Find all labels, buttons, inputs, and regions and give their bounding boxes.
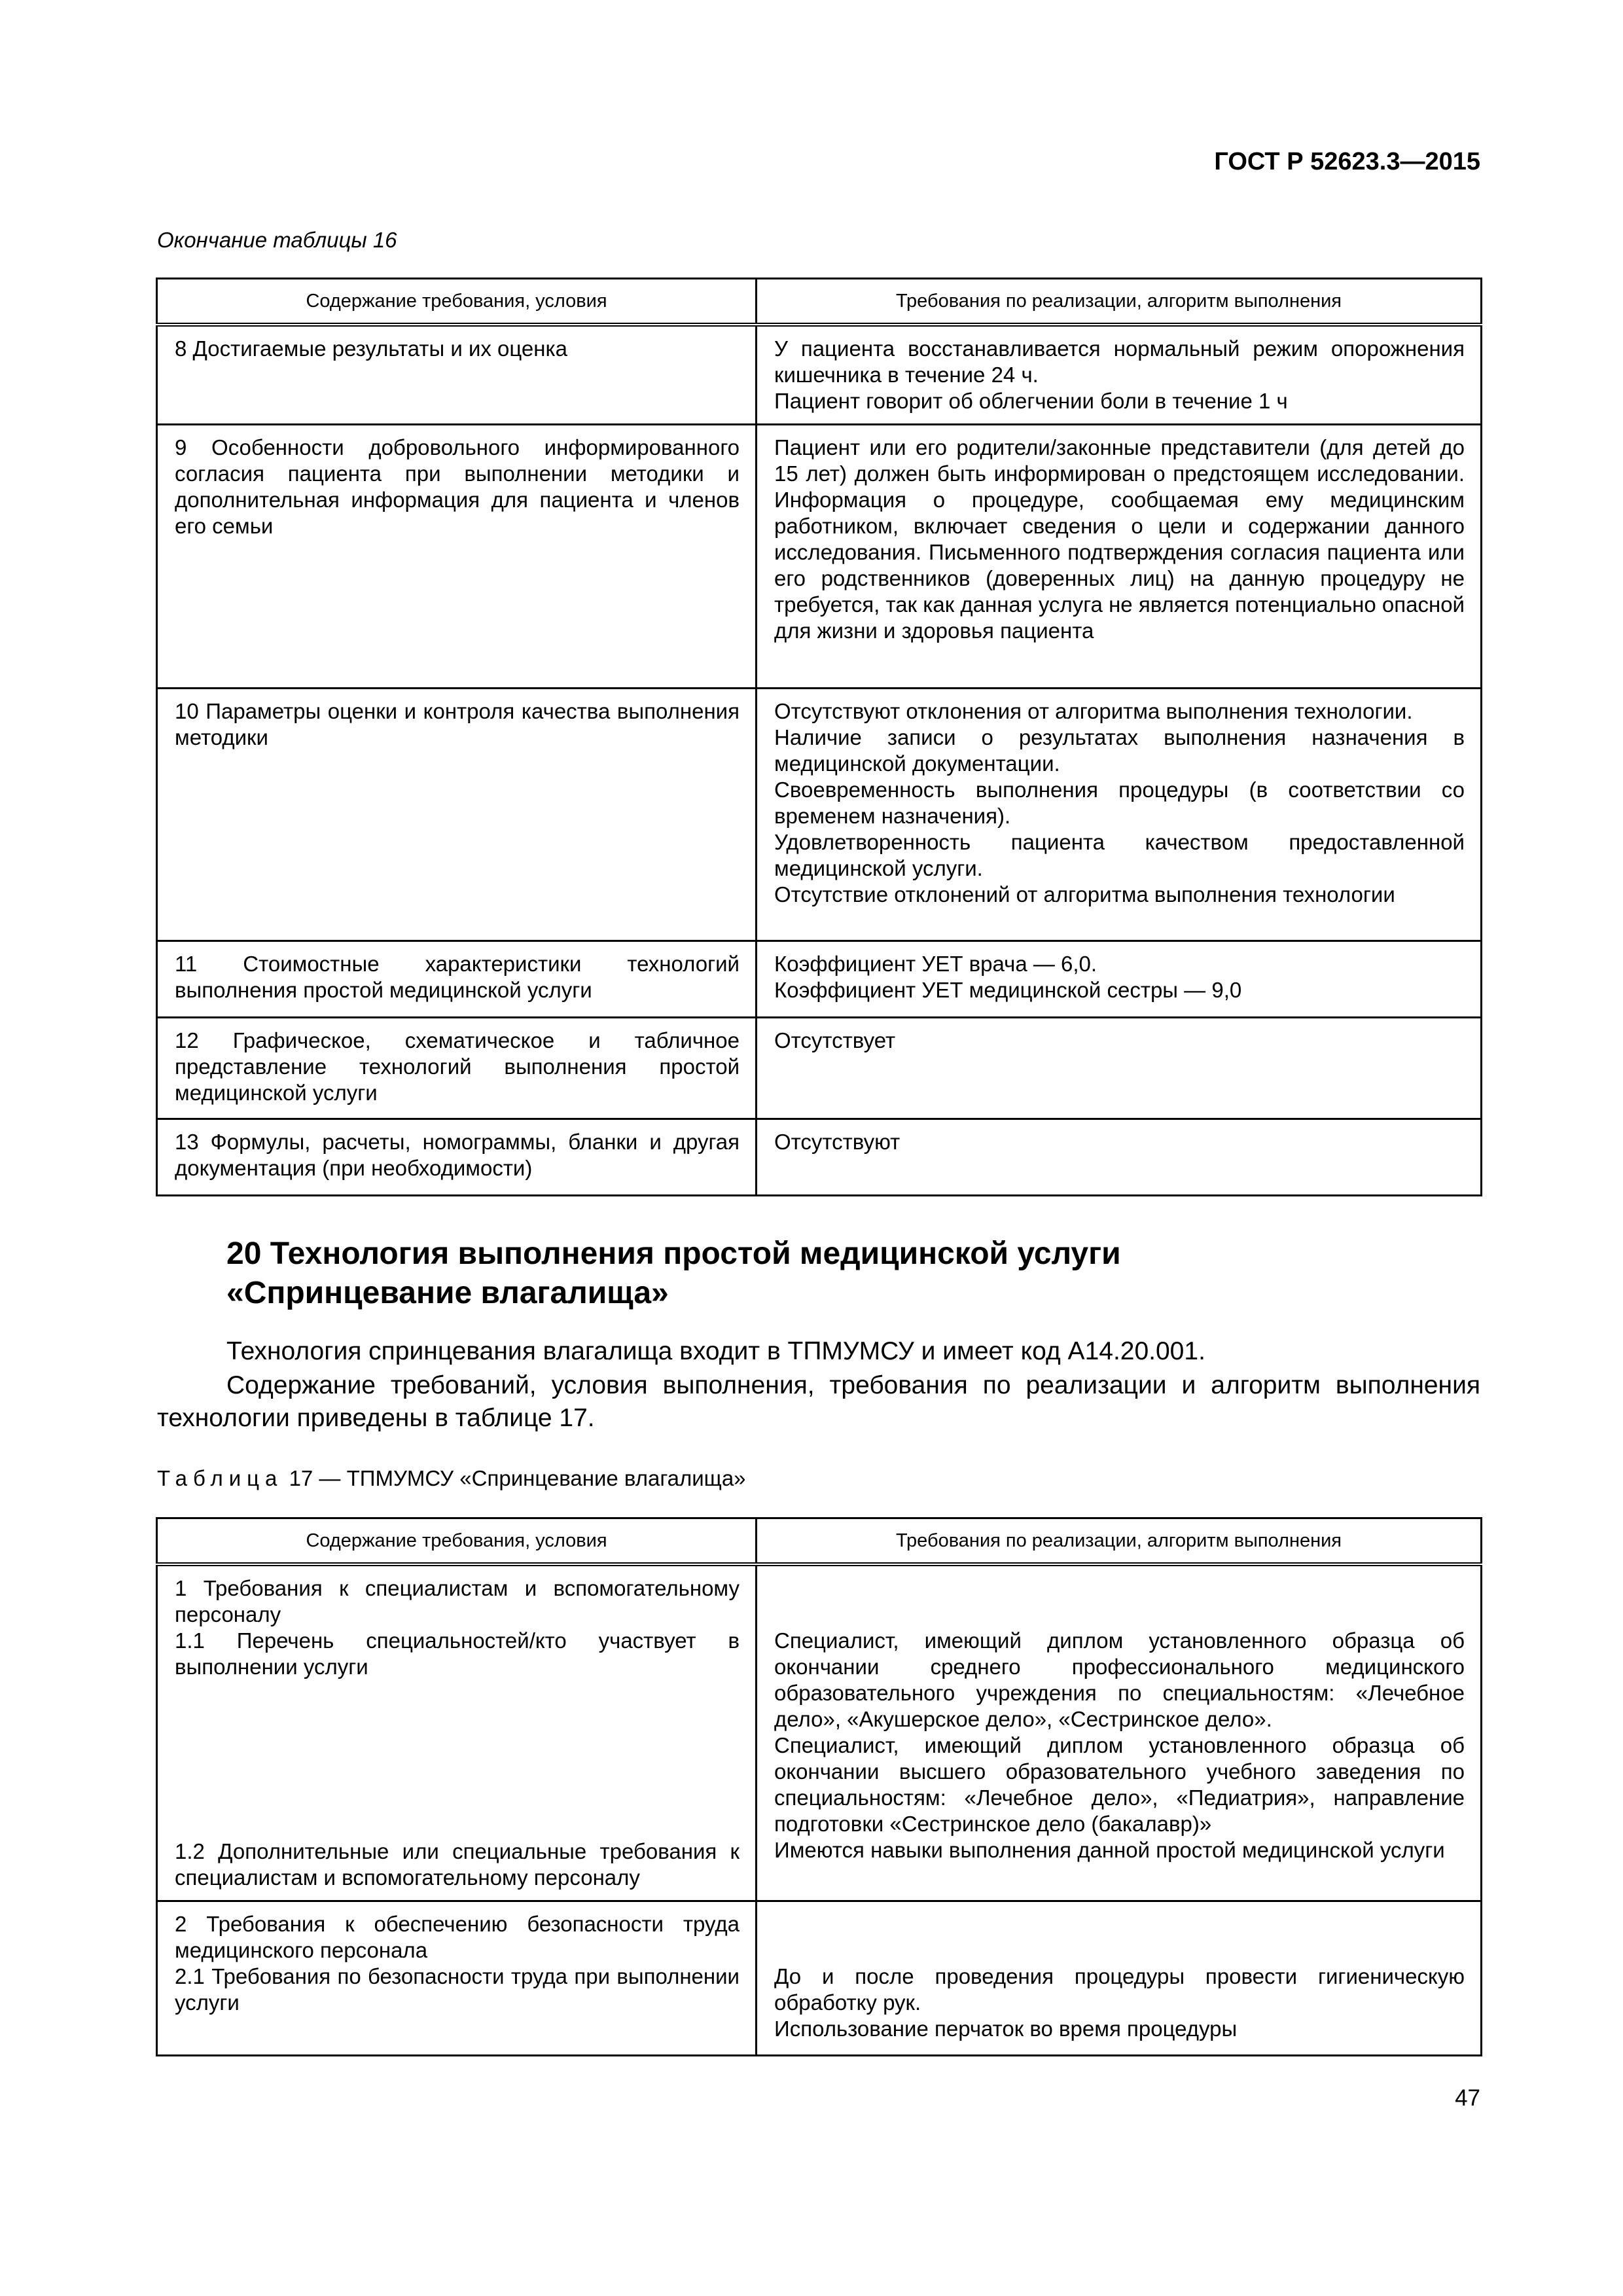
row-implementation-cell: [757, 1901, 1482, 2055]
row-requirement-cell: 12 Графическое, схематическое и табличное представление технологий выполнения простой медицинской услуги: [157, 1018, 757, 1119]
row-implementation-cell: [757, 1018, 1482, 1119]
implementation-line: Удовлетворенность пациента качеством предоставленной медицинской услуги.: [774, 830, 1465, 880]
implementation-line: Отсутствуют: [774, 1130, 901, 1154]
table-17-caption: [157, 1466, 746, 1491]
implementation-line: Отсутствует: [774, 1028, 896, 1052]
row-implementation-cell: [757, 941, 1482, 1018]
row-requirement-cell: 8 Достигаемые результаты и их оценка: [157, 325, 757, 425]
implementation-line: Пациент или его родители/законные представители (для детей до 15 лет) должен быть информирован о предстоящем исследовании. Информация о процедуре, сообщаемая ему медицинским работником, включает сведения о цели и содержании данного исследования. Письменного подтверждения согласия пациента или его родственников (доверенных лиц) на данную процедуру не требуется, так как данная услуга не является потенциально опасной для жизни и здоровья пациента: [774, 435, 1465, 643]
page-number: 47: [1455, 2085, 1480, 2111]
table-header-row: [157, 279, 1482, 325]
row-implementation-cell: [757, 325, 1482, 425]
implementation-line: Отсутствуют отклонения от алгоритма выполнения технологии.: [774, 699, 1413, 723]
row-implementation-cell: [757, 425, 1482, 689]
table-row: [157, 1901, 1482, 2055]
section-paragraph: Технология спринцевания влагалища входит в ТПМУМСУ и имеет код А14.20.001.: [226, 1337, 1205, 1365]
table-row: [157, 1018, 1482, 1119]
table-16-continuation-caption: Окончание таблицы 16: [157, 228, 397, 252]
implementation-line: Коэффициент УЕТ врача — 6,0.: [774, 952, 1097, 976]
column-header-requirements: Содержание требования, условия: [157, 1518, 757, 1565]
row-implementation-cell: [757, 1564, 1482, 1901]
implementation-line: Наличие записи о результатах выполнения назначения в медицинской документации.: [774, 725, 1465, 776]
table-row: [157, 1564, 1482, 1901]
requirement-heading: 1 Требования к специалистам и вспомогательному персоналу: [175, 1576, 740, 1626]
table-caption-title: 17 — ТПМУМСУ «Спринцевание влагалища»: [289, 1466, 746, 1490]
implementation-line: Имеются навыки выполнения данной простой медицинской услуги: [774, 1838, 1445, 1862]
table-row: [157, 689, 1482, 941]
table-header-row: [157, 1518, 1482, 1565]
row-requirement-cell: [157, 1901, 757, 2055]
spacer: [774, 1911, 1465, 1964]
table-row: [157, 425, 1482, 689]
section-title-line: «Спринцевание влагалища»: [226, 1276, 669, 1310]
table-row: [157, 325, 1482, 425]
implementation-line: Пациент говорит об облегчении боли в течение 1 ч: [774, 389, 1288, 413]
table-16: [156, 278, 1482, 1196]
requirement-subitem: 2.1 Требования по безопасности труда при выполнении услуги: [175, 1964, 740, 2015]
row-requirement-cell: [157, 1564, 757, 1901]
section-title-line: 20 Технология выполнения простой медицинской услуги: [226, 1236, 1121, 1271]
column-header-implementation: Требования по реализации, алгоритм выполнения: [757, 1518, 1482, 1565]
requirement-heading: 2 Требования к обеспечению безопасности труда медицинского персонала: [175, 1911, 740, 1962]
column-header-implementation: Требования по реализации, алгоритм выполнения: [757, 279, 1482, 325]
table-17: [156, 1517, 1482, 2056]
implementation-line: Своевременность выполнения процедуры (в соответствии со временем назначения).: [774, 778, 1465, 828]
implementation-line: У пациента восстанавливается нормальный режим опорожнения кишечника в течение 24 ч.: [774, 336, 1465, 387]
requirement-subitem: 1.1 Перечень специальностей/кто участвует в выполнении услуги: [175, 1628, 740, 1679]
section-paragraph: Содержание требований, условия выполнения, требования по реализации и алгоритм выполнения технологии приведены в таблице 17.: [157, 1371, 1480, 1432]
row-requirement-cell: 13 Формулы, расчеты, номограммы, бланки и другая документация (при необходимости): [157, 1119, 757, 1196]
row-requirement-cell: 9 Особенности добровольного информированного согласия пациента при выполнении методики и дополнительная информация для пациента и членов его семьи: [157, 425, 757, 689]
spacer: [774, 1575, 1465, 1628]
row-implementation-cell: [757, 689, 1482, 941]
row-requirement-cell: 10 Параметры оценки и контроля качества выполнения методики: [157, 689, 757, 941]
implementation-line: Специалист, имеющий диплом установленного образца об окончании среднего профессионального медицинского образовательного учреждения по специальностям: «Лечебное дело», «Акушерское дело», «Сестринское дело».: [774, 1628, 1465, 1731]
row-requirement-cell: 11 Стоимостные характеристики технологий выполнения простой медицинской услуги: [157, 941, 757, 1018]
table-row: [157, 1119, 1482, 1196]
document-standard-header: ГОСТ Р 52623.3—2015: [1214, 148, 1480, 175]
column-header-requirements: Содержание требования, условия: [157, 279, 757, 325]
implementation-line: До и после проведения процедуры провести гигиеническую обработку рук.: [774, 1964, 1465, 2015]
implementation-line: Использование перчаток во время процедуры: [774, 2016, 1238, 2041]
implementation-line: Отсутствие отклонений от алгоритма выполнения технологии: [774, 882, 1395, 906]
section-20-title: [226, 1234, 1121, 1313]
table-row: [157, 941, 1482, 1018]
row-implementation-cell: [757, 1119, 1482, 1196]
requirement-subitem: 1.2 Дополнительные или специальные требования к специалистам и вспомогательному персоналу: [175, 1839, 740, 1890]
implementation-line: Коэффициент УЕТ медицинской сестры — 9,0: [774, 978, 1242, 1002]
table-caption-label: Таблица: [157, 1466, 283, 1490]
implementation-line: Специалист, имеющий диплом установленного образца об окончании высшего образовательного учебного заведения по специальностям: «Лечебное дело», «Педиатрия», направление подготовки «Сестринское дело (бакалавр)»: [774, 1733, 1465, 1836]
